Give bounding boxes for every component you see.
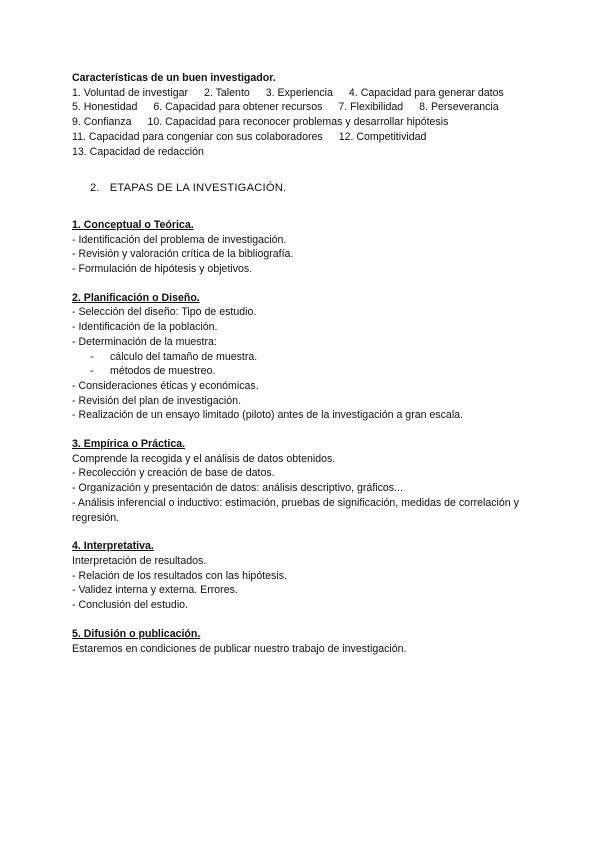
- stage-line: - Consideraciones éticas y económicas.: [72, 379, 259, 392]
- characteristics-line: [72, 145, 542, 160]
- stage-line: Interpretación de resultados.: [72, 554, 207, 567]
- stage-heading: 5. Difusión o publicación.: [72, 627, 201, 640]
- section-heading: [72, 181, 542, 196]
- characteristic-item: 12. Competitividad: [338, 130, 427, 143]
- stage-line: - Organización y presentación de datos: análisis descriptivo, gráficos...: [72, 482, 403, 495]
- characteristic-item: 11. Capacidad para congeniar con sus colaboradores: [72, 130, 323, 143]
- stage-line: - Formulación de hipótesis y objetivos.: [72, 263, 253, 276]
- characteristic-item: 6. Capacidad para obtener recursos: [153, 101, 323, 114]
- section-title: ETAPAS DE LA INVESTIGACIÓN.: [109, 182, 287, 195]
- characteristics-line: [72, 86, 542, 101]
- stage-line: - Determinación de la muestra:: [72, 335, 217, 348]
- characteristic-item: 4. Capacidad para generar datos: [348, 86, 504, 99]
- document-content: [72, 71, 542, 656]
- stage-line: - Análisis inferencial o inductivo: estimación, pruebas de significación, medidas de correlación y regresión.: [72, 496, 519, 524]
- characteristics-title: Características de un buen investigador.: [72, 72, 276, 84]
- characteristic-item: 13. Capacidad de redacción: [72, 145, 204, 158]
- stage-line: - Validez interna y externa. Errores.: [72, 584, 238, 597]
- stage-line: - Revisión del plan de investigación.: [72, 394, 242, 407]
- stage-heading: 1. Conceptual o Teórica.: [72, 218, 194, 231]
- stage-line: - Conclusión del estudio.: [72, 599, 189, 612]
- characteristic-item: 1. Voluntad de investigar: [72, 86, 189, 99]
- stage-line: - Identificación del problema de investigación.: [72, 233, 287, 246]
- characteristic-item: 3. Experiencia: [265, 86, 333, 99]
- section-number: 2.: [90, 182, 100, 195]
- stage-line: Estaremos en condiciones de publicar nuestro trabajo de investigación.: [72, 642, 407, 655]
- stage-heading: 4. Interpretativa.: [72, 540, 154, 553]
- stage-heading: 3. Empírica o Práctica.: [72, 438, 186, 451]
- characteristic-item: 9. Confianza: [72, 116, 132, 129]
- stage-line: - Realización de un ensayo limitado (piloto) antes de la investigación a gran escala.: [72, 409, 464, 422]
- characteristics-line: [72, 130, 542, 145]
- characteristic-item: 10. Capacidad para reconocer problemas y desarrollar hipótesis: [147, 116, 449, 129]
- stage-subline: - métodos de muestreo.: [90, 365, 216, 378]
- stage-line: - Revisión y valoración crítica de la bibliografía.: [72, 248, 294, 261]
- characteristic-item: 2. Talento: [204, 86, 250, 99]
- characteristic-item: 7. Flexibilidad: [338, 101, 404, 114]
- stage-line: - Relación de los resultados con las hipótesis.: [72, 569, 287, 582]
- characteristics-line: [72, 115, 542, 130]
- characteristic-item: 5. Honestidad: [72, 101, 138, 114]
- stage-heading: 2. Planificación o Diseño.: [72, 291, 200, 304]
- stage-line: - Selección del diseño: Tipo de estudio.: [72, 306, 257, 319]
- stage-line: - Recolección y creación de base de datos.: [72, 467, 275, 480]
- characteristics-line: [72, 100, 542, 115]
- stage-subline: - cálculo del tamaño de muestra.: [90, 350, 258, 363]
- stage-line: Comprende la recogida y el análisis de datos obtenidos.: [72, 452, 336, 465]
- characteristic-item: 8. Perseverancia: [419, 101, 499, 114]
- stage-line: - Identificación de la población.: [72, 321, 218, 334]
